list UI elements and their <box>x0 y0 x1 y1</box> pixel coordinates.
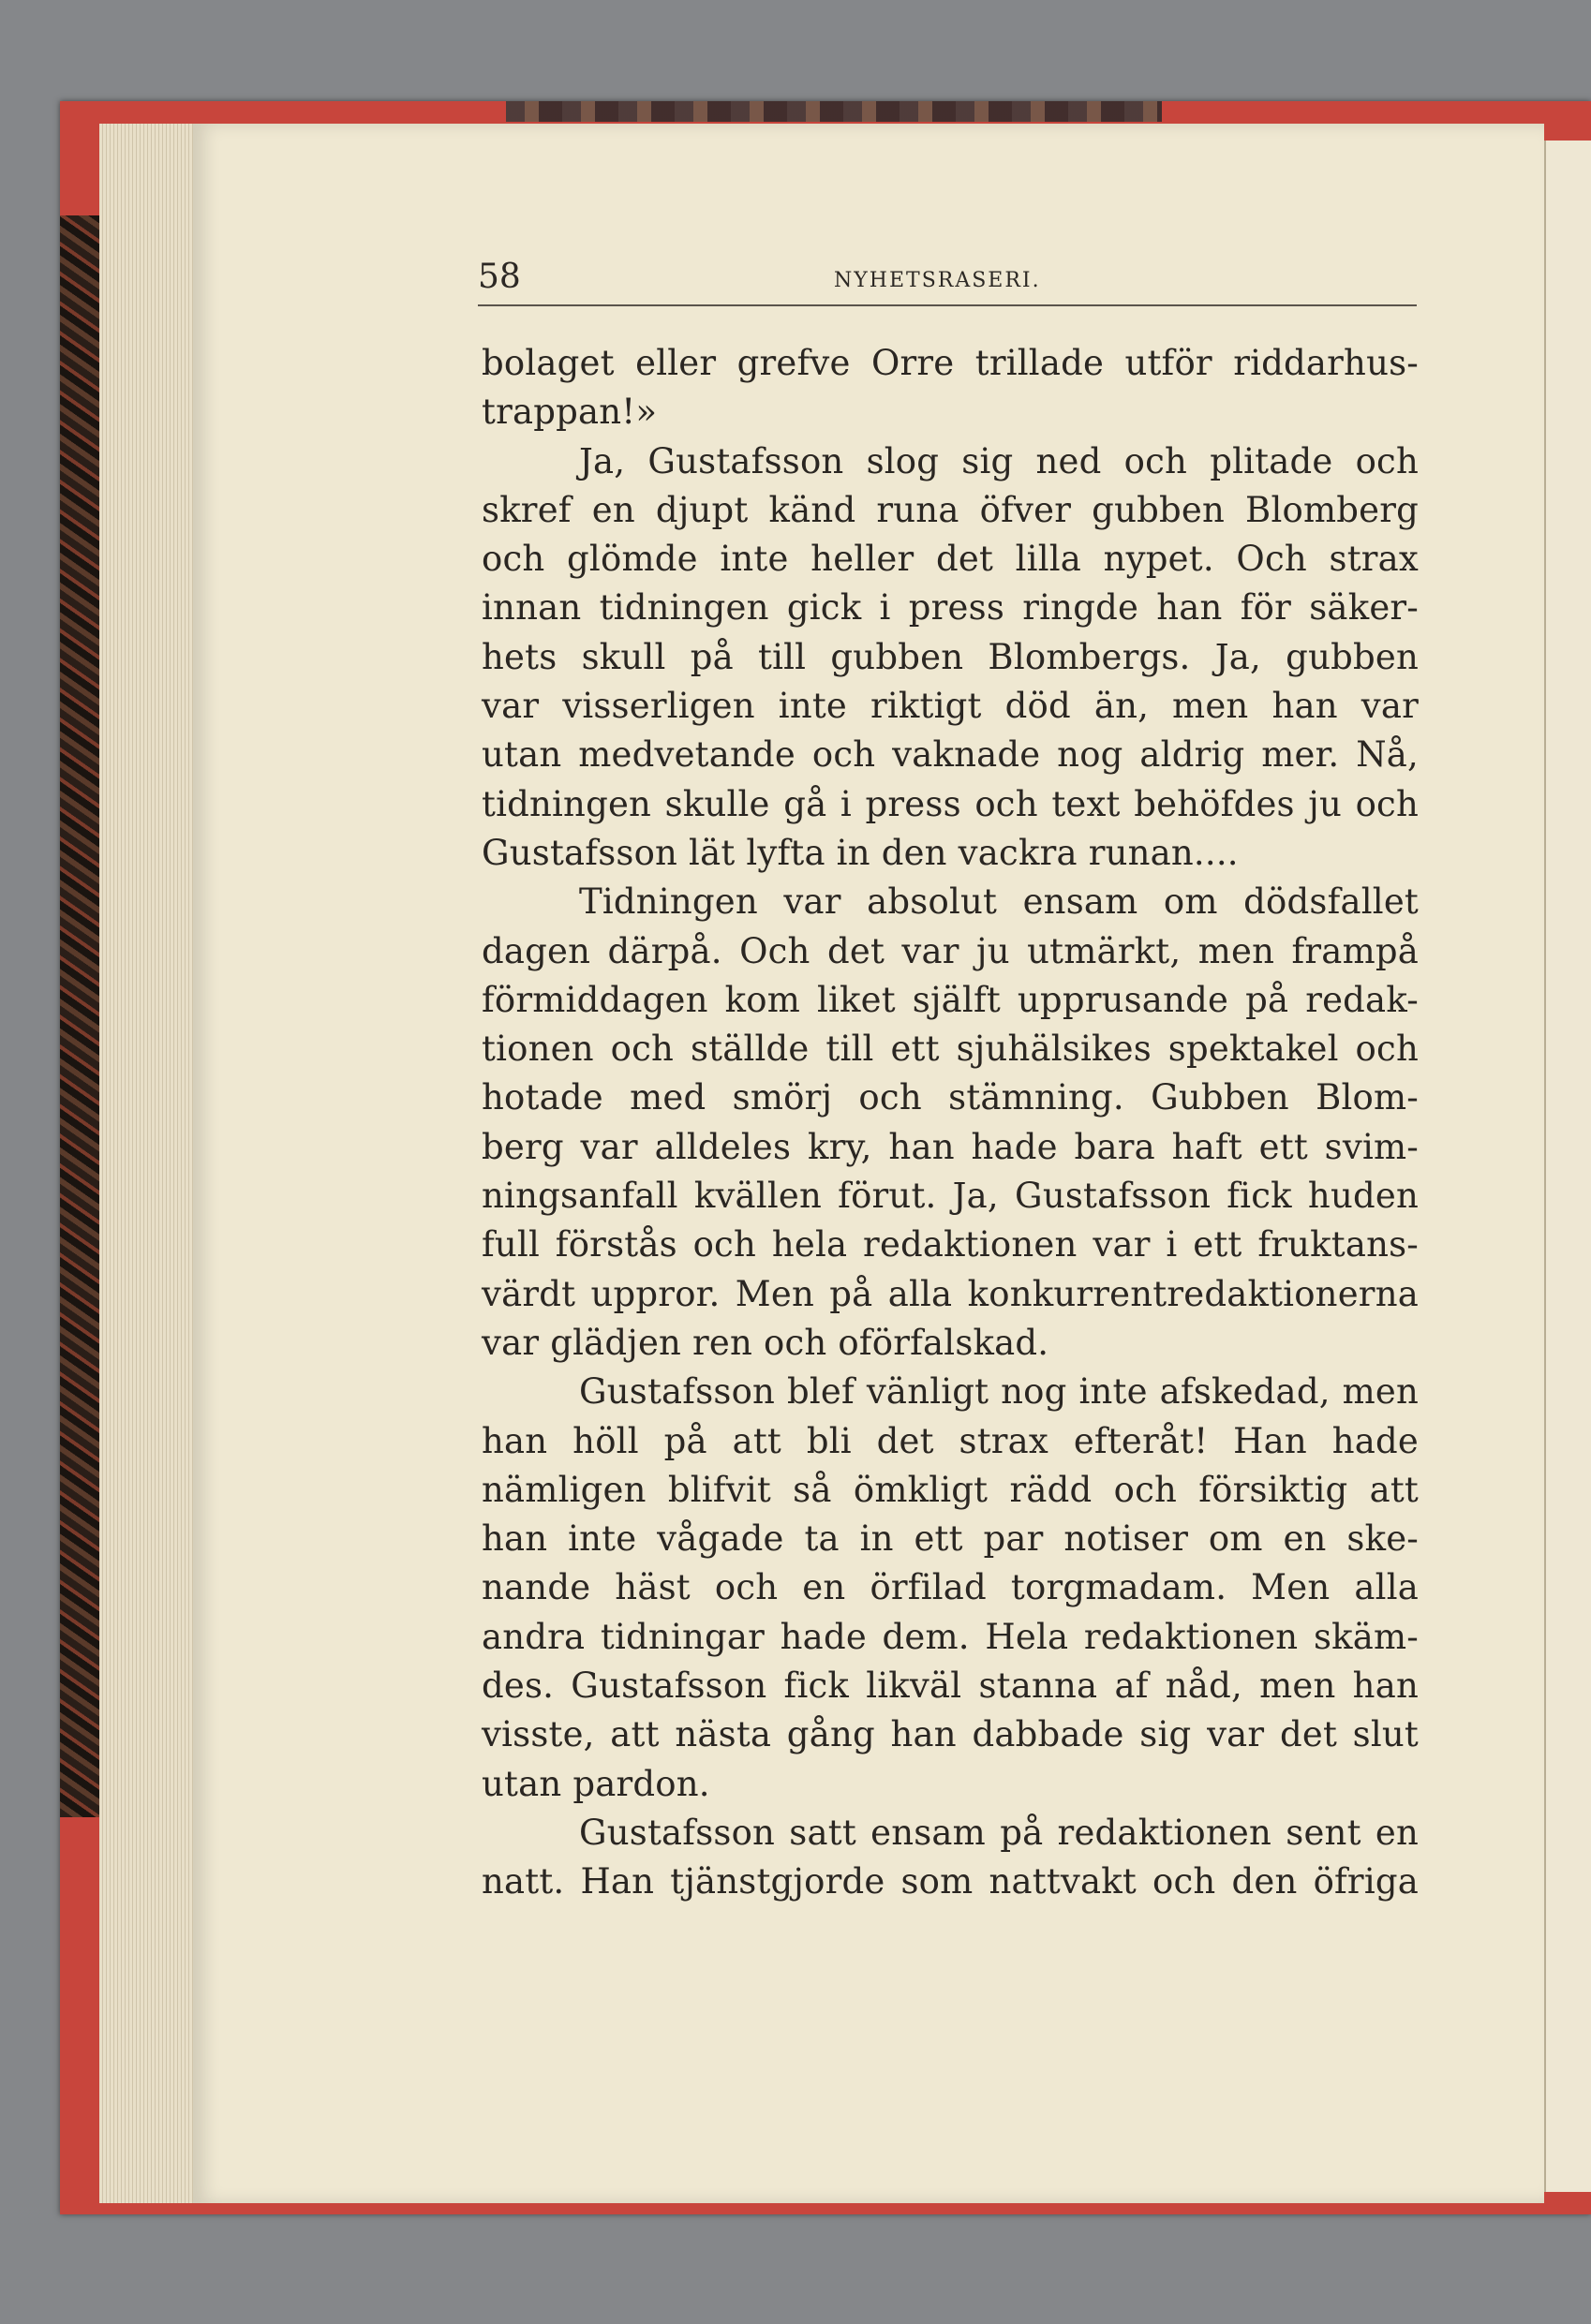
page-edges <box>99 124 202 2203</box>
text-line: Gustafsson blef vänligt nog inte afskedad, men <box>579 1371 1419 1413</box>
facing-page-edge <box>1544 141 1591 2192</box>
text-line: natt. Han tjänstgjorde som nattvakt och den öfriga <box>482 1861 1419 1902</box>
text-line: var visserligen inte riktigt död än, men han var <box>482 686 1419 727</box>
text-line: och glömde inte heller det lilla nypet. Och strax <box>482 539 1419 580</box>
text-line: tionen och ställde till ett sjuhälsikes spektakel och <box>482 1029 1419 1070</box>
text-line: nämligen blifvit så ömkligt rädd och försiktig att <box>482 1469 1419 1510</box>
text-line: hets skull på till gubben Blombergs. Ja, gubben <box>482 636 1419 677</box>
page-number: 58 <box>478 258 521 296</box>
text-line: Gustafsson satt ensam på redaktionen sent en <box>579 1812 1419 1853</box>
text-line: han höll på att bli det strax efteråt! Han hade <box>482 1420 1419 1461</box>
page-header <box>478 258 1415 304</box>
text-line: innan tidningen gick i press ringde han för säker- <box>482 587 1419 629</box>
text-line: tidningen skulle gå i press och text behöfdes ju och <box>482 783 1419 824</box>
text-line: trappan!» <box>482 392 658 433</box>
text-line: ningsanfall kvällen förut. Ja, Gustafsson fick huden <box>482 1176 1419 1217</box>
text-line: utan medvetande och vaknade nog aldrig mer. Nå, <box>482 734 1419 776</box>
text-line: skref en djupt känd runa öfver gubben Blomberg <box>482 489 1419 530</box>
text-line: Ja, Gustafsson slog sig ned och plitade och <box>579 440 1419 481</box>
running-head: NYHETSRASERI. <box>834 269 1041 292</box>
text-line: värdt uppror. Men på alla konkurrentredaktionerna <box>482 1273 1419 1314</box>
body-text <box>482 339 1419 1907</box>
text-line: förmiddagen kom liket själft upprusande på redak- <box>482 979 1419 1020</box>
text-line: berg var alldeles kry, han hade bara haft ett svim- <box>482 1126 1419 1167</box>
header-rule <box>478 304 1417 306</box>
text-line: andra tidningar hade dem. Hela redaktionen skäm- <box>482 1616 1419 1657</box>
text-line: nande häst och en örfilad torgmadam. Men alla <box>482 1567 1419 1608</box>
text-line: han inte vågade ta in ett par notiser om en ske- <box>482 1518 1419 1560</box>
text-line: hotade med smörj och stämning. Gubben Blom- <box>482 1077 1419 1118</box>
text-line: bolaget eller grefve Orre trillade utför riddarhus- <box>482 343 1419 383</box>
text-line: utan pardon. <box>482 1763 710 1804</box>
cover-marbling-top <box>506 101 1162 122</box>
text-line: des. Gustafsson fick likväl stanna af nåd, men han <box>482 1665 1419 1707</box>
text-line: var glädjen ren och oförfalskad. <box>482 1322 1049 1363</box>
text-line: full förstås och hela redaktionen var i ett fruktans- <box>482 1224 1419 1266</box>
text-line: visste, att nästa gång han dabbade sig var det slut <box>482 1714 1419 1755</box>
text-line: dagen därpå. Och det var ju utmärkt, men frampå <box>482 930 1419 971</box>
text-line: Tidningen var absolut ensam om dödsfallet <box>579 881 1419 923</box>
text-line: Gustafsson lät lyfta in den vackra runan.... <box>482 832 1239 873</box>
